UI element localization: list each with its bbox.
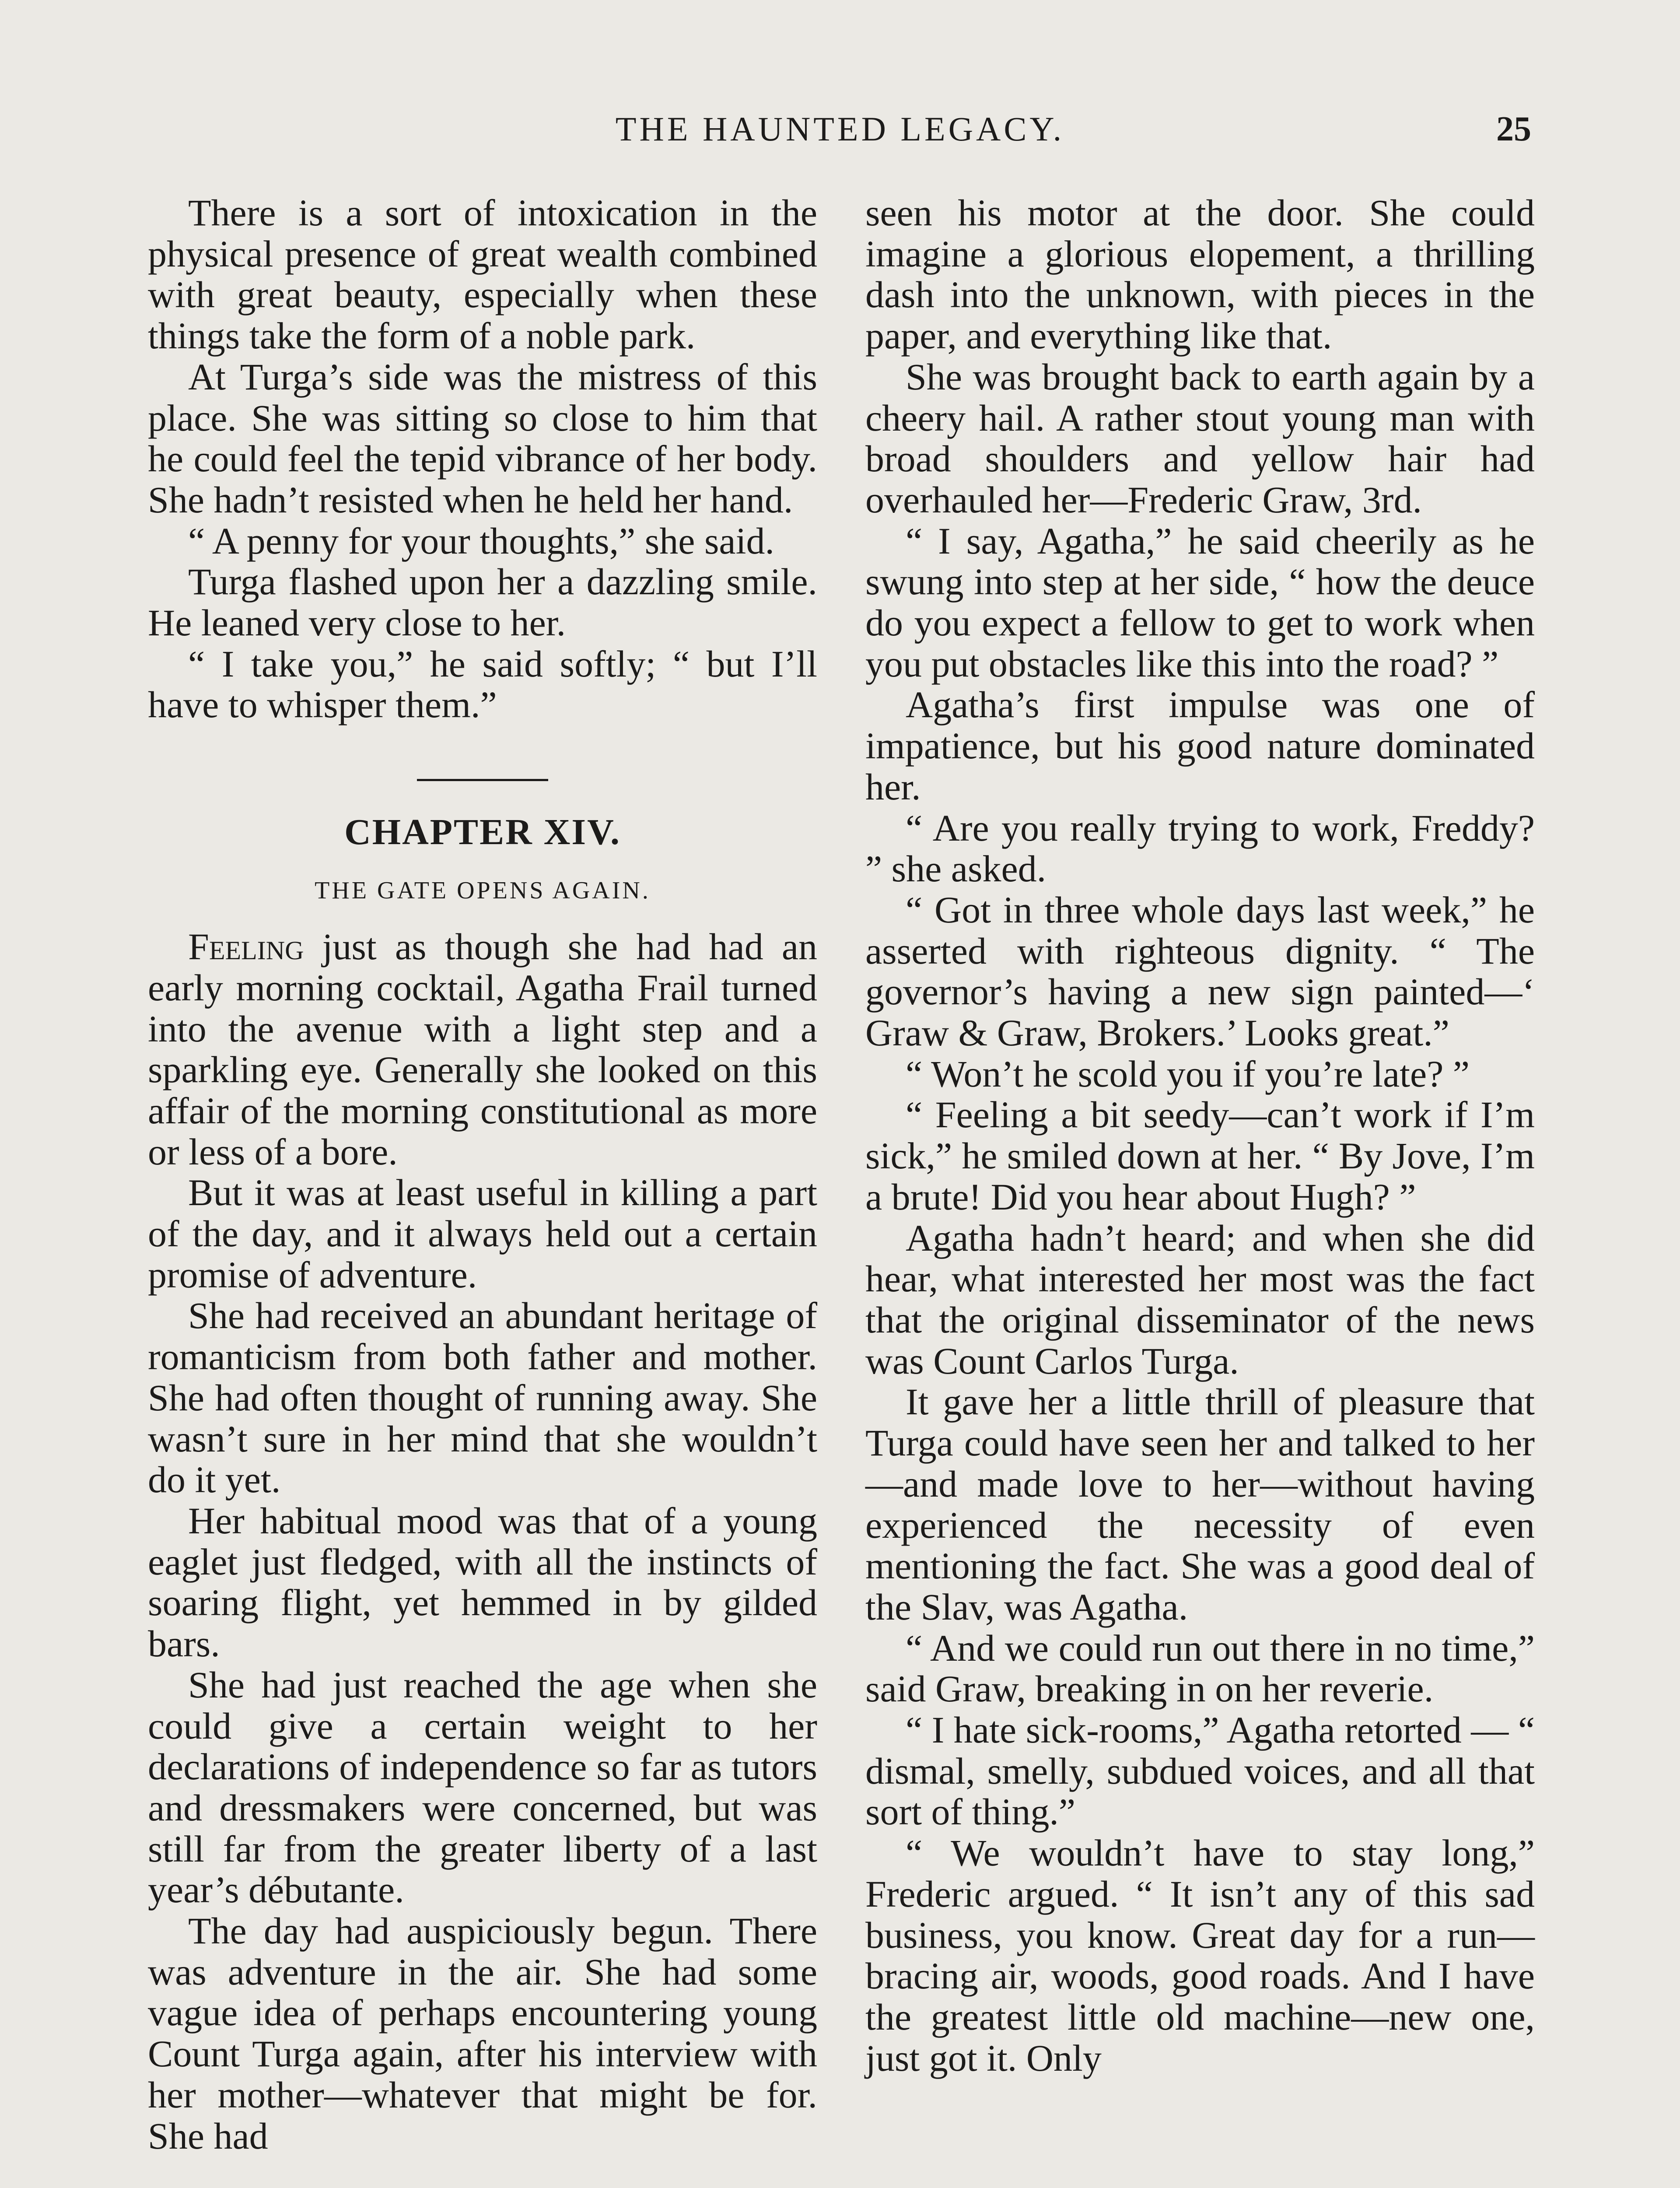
paragraph: She was brought back to earth again by a cheery hail. A rather stout young man with broad shoulders and yellow hair had overhauled her—Frederic Graw, 3rd. (865, 355, 1535, 521)
paragraph-text: just as though she had had an early morning cocktail, Agatha Frail turned into the avenue with a light step and a sparkling eye. Generally she looked on this affair of the morning constitutional as more or less of a bore. (148, 926, 817, 1173)
paragraph: She had just reached the age when she could give a certain weight to her declarations of independence so far as tutors and dressmakers were concerned, but was still far from the greater liberty of a last year’s débutante. (148, 1663, 817, 1911)
paragraph: “ We wouldn’t have to stay long,” Frederic argued. “ It isn’t any of this sad business, you know. Great day for a run—bracing air, woods, good roads. And I have the greatest little old machine—new one, just got it. Only (865, 1832, 1535, 2079)
paragraph: The day had auspiciously begun. There was adventure in the air. She had some vague idea of perhaps encountering young Count Turga again, after his interview with her mother—whatever that might be for. She had (148, 1910, 817, 2157)
paragraph: “ I take you,” he said softly; “ but I’ll have to whisper them.” (148, 642, 817, 726)
running-title: THE HAUNTED LEGACY. (615, 110, 1065, 148)
chapter-heading: CHAPTER XIV. (344, 812, 621, 853)
paragraph: It gave her a little thrill of pleasure that Turga could have seen her and talked to her—and made love to her—without having experienced the necessity of even mentioning the fact. She was a good deal of the Slav, was Agatha. (865, 1381, 1535, 1628)
paragraph: Agatha’s first impulse was one of impatience, but his good nature dominated her. (865, 684, 1535, 808)
chapter-subtitle: THE GATE OPENS AGAIN. (315, 877, 651, 905)
paragraph: “ Won’t he scold you if you’re late? ” (906, 1052, 1470, 1095)
paragraph: Turga flashed upon her a dazzling smile. He leaned very close to her. (148, 561, 817, 644)
lead-in-word: Feeling (188, 926, 304, 968)
page-number: 25 (1496, 110, 1531, 148)
paragraph: At Turga’s side was the mistress of this place. She was sitting so close to him that he could feel the tepid vibrance of her body. She hadn’t resisted when he held her hand. (148, 355, 817, 521)
paragraph: “ A penny for your thoughts,” she said. (188, 519, 774, 562)
paragraph: She had received an abundant heritage of romanticism from both father and mother. She had often thought of running away. She wasn’t sure in her mind that she wouldn’t do it yet. (148, 1294, 817, 1501)
paragraph: But it was at least useful in killing a part of the day, and it always held out a certain promise of adventure. (148, 1171, 817, 1296)
paragraph: Her habitual mood was that of a young eaglet just fledged, with all the instincts of soaring flight, yet hemmed in by gilded bars. (148, 1499, 817, 1665)
paragraph: Agatha hadn’t heard; and when she did hear, what interested her most was the fact that the original disseminator of the news was Count Carlos Turga. (865, 1217, 1535, 1382)
paragraph: “ Got in three whole days last week,” he asserted with righteous dignity. “ The governor’s having a new sign painted—‘ Graw & Graw, Brokers.’ Looks great.” (865, 888, 1535, 1054)
paragraph: “ I hate sick-rooms,” Agatha retorted — “ dismal, smelly, subdued voices, and all that sort of thing.” (865, 1709, 1535, 1833)
paragraph: “ And we could run out there in no time,” said Graw, breaking in on her reverie. (865, 1627, 1535, 1710)
paragraph: There is a sort of intoxication in the physical presence of great wealth combined with great beauty, especially when these things take the form of a noble park. (148, 192, 817, 357)
running-head (149, 105, 1531, 153)
paragraph: “ Are you really trying to work, Freddy? ” she asked. (865, 806, 1535, 890)
paragraph: seen his motor at the door. She could imagine a glorious elopement, a thrilling dash into the unknown, with pieces in the paper, and everything like that. (865, 192, 1535, 357)
paragraph: “ I say, Agatha,” he said cheerily as he swung into step at her side, “ how the deuce do you expect a fellow to get to work when you put obstacles like this into the road? ” (865, 519, 1535, 685)
left-column (148, 193, 817, 2156)
paragraph: “ Feeling a bit seedy—can’t work if I’m sick,” he smiled down at her. “ By Jove, I’m a brute! Did you hear about Hugh? ” (865, 1094, 1535, 1218)
paragraph (148, 926, 817, 1172)
section-divider (417, 779, 548, 781)
right-column (865, 193, 1535, 2079)
